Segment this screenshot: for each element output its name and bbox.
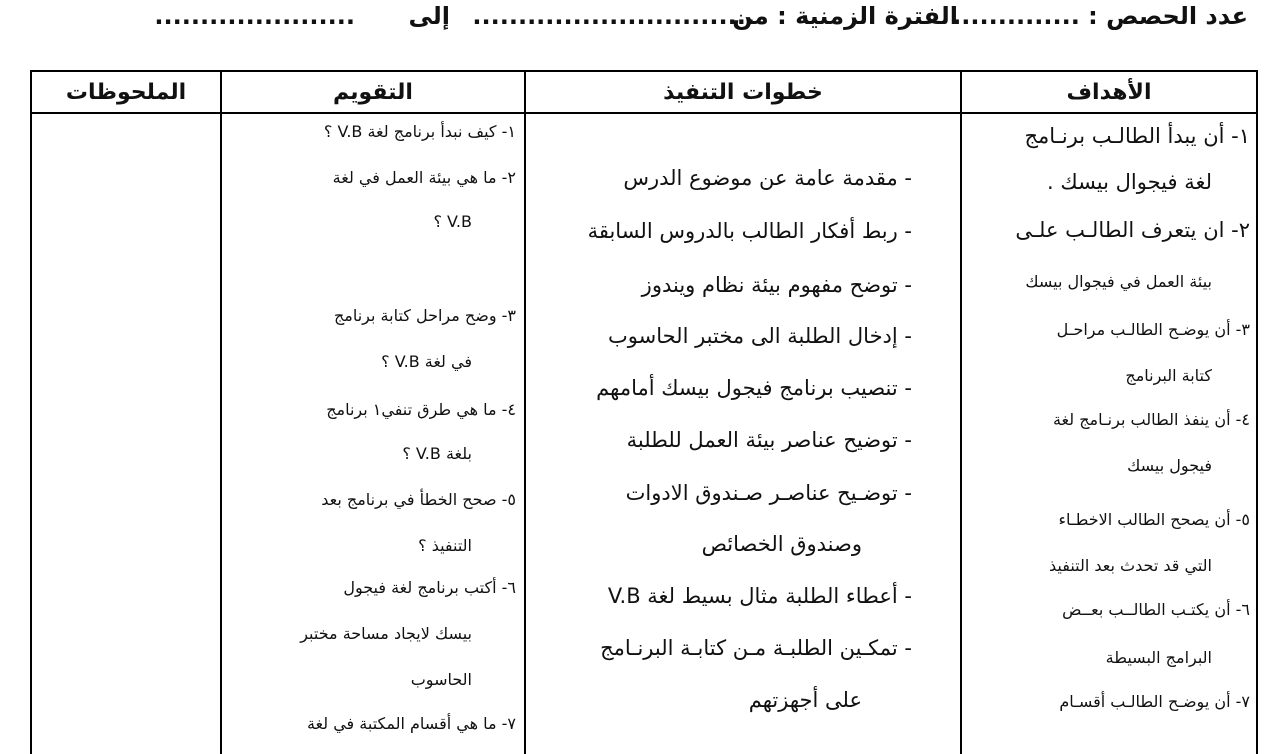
table-header-row <box>31 71 1257 113</box>
evaluation-line: ٦- أكتب برنامج لغة فيجول <box>343 578 516 597</box>
notes-cell <box>31 113 221 754</box>
step-line: - ربط أفكار الطالب بالدروس السابقة <box>587 219 912 243</box>
evaluation-line: ٣- وضح مراحل كتابة برنامج <box>333 306 516 325</box>
period-to-dots: ...................... <box>154 2 355 30</box>
evaluation-line: V.B ؟ <box>433 212 472 231</box>
step-line: وصندوق الخصائص <box>701 532 862 556</box>
evaluation-line: بلغة V.B ؟ <box>402 444 472 463</box>
goals-header: الأهداف <box>961 71 1257 113</box>
goal-line: كتابة البرنامج <box>1125 366 1212 385</box>
goal-line: فيجول بيسك <box>1127 456 1212 475</box>
step-line: - توضيح عناصر بيئة العمل للطلبة <box>626 428 912 452</box>
evaluation-header: التقويم <box>221 71 525 113</box>
evaluation-line: ٢- ما هي بيئة العمل في لغة <box>332 168 516 187</box>
periods-count-label: عدد الحصص : .............. <box>952 2 1248 30</box>
lesson-info-line <box>0 0 1280 40</box>
evaluation-line: ٤- ما هي طرق تنفي١ برنامج <box>326 400 516 419</box>
steps-cell <box>525 113 961 754</box>
lesson-plan-table <box>30 70 1258 754</box>
evaluation-line: الحاسوب <box>410 670 472 689</box>
step-line: - توضح مفهوم بيئة نظام ويندوز <box>641 273 912 297</box>
step-line: - إدخال الطلبة الى مختبر الحاسوب <box>608 324 912 348</box>
goal-line: ٢- ان يتعرف الطالـب علـى <box>1015 218 1250 242</box>
step-line: على أجهزتهم <box>748 688 862 712</box>
step-line: - مقدمة عامة عن موضوع الدرس <box>623 166 912 190</box>
goal-line: البرامج البسيطة <box>1105 648 1212 667</box>
evaluation-line: ٧- ما هي أقسام المكتبة في لغة <box>306 714 516 733</box>
goal-line: ٤- أن ينفذ الطالب برنـامج لغة <box>1052 410 1250 429</box>
evaluation-line: ٥- صحح الخطأ في برنامج بعد <box>321 490 516 509</box>
evaluation-line: ١- كيف نبدأ برنامج لغة V.B ؟ <box>323 122 516 141</box>
notes-header: الملحوظات <box>31 71 221 113</box>
evaluation-line: في لغة V.B ؟ <box>381 352 472 371</box>
step-line: - أعطاء الطلبة مثال بسيط لغة V.B <box>607 584 912 608</box>
goal-line: ٦- أن يكتـب الطالــب بعــض <box>1062 600 1250 619</box>
goal-line: ٣- أن يوضـح الطالـب مراحـل <box>1056 320 1250 339</box>
step-line: - توضـيح عناصـر صـندوق الادوات <box>625 481 912 505</box>
goal-line: بيئة العمل في فيجوال بيسك <box>1025 272 1212 291</box>
goal-line: ٧- أن يوضـح الطالـب أقسـام <box>1059 692 1250 711</box>
goal-line: لغة فيجوال بيسك . <box>1047 170 1212 194</box>
goal-line: التي قد تحدث بعد التنفيذ <box>1049 556 1212 575</box>
evaluation-line: بيسك لايجاد مساحة مختبر <box>300 624 472 643</box>
evaluation-line: التنفيذ ؟ <box>418 536 472 555</box>
goal-line: ١- أن يبدأ الطالـب برنـامج <box>1024 124 1250 148</box>
evaluation-cell <box>221 113 525 754</box>
period-from-dots: ............................... <box>472 2 755 30</box>
period-to-label: إلى <box>408 2 450 30</box>
steps-header: خطوات التنفيذ <box>525 71 961 113</box>
step-line: - تمكـين الطلبـة مـن كتابـة البرنـامج <box>600 636 912 660</box>
step-line: - تنصيب برنامج فيجول بيسك أمامهم <box>596 376 912 400</box>
goal-line: ٥- أن يصحح الطالب الاخطـاء <box>1058 510 1250 529</box>
table-body-row <box>31 113 1257 754</box>
period-from-label: الفترة الزمنية : من <box>732 2 958 30</box>
goals-cell <box>961 113 1257 754</box>
